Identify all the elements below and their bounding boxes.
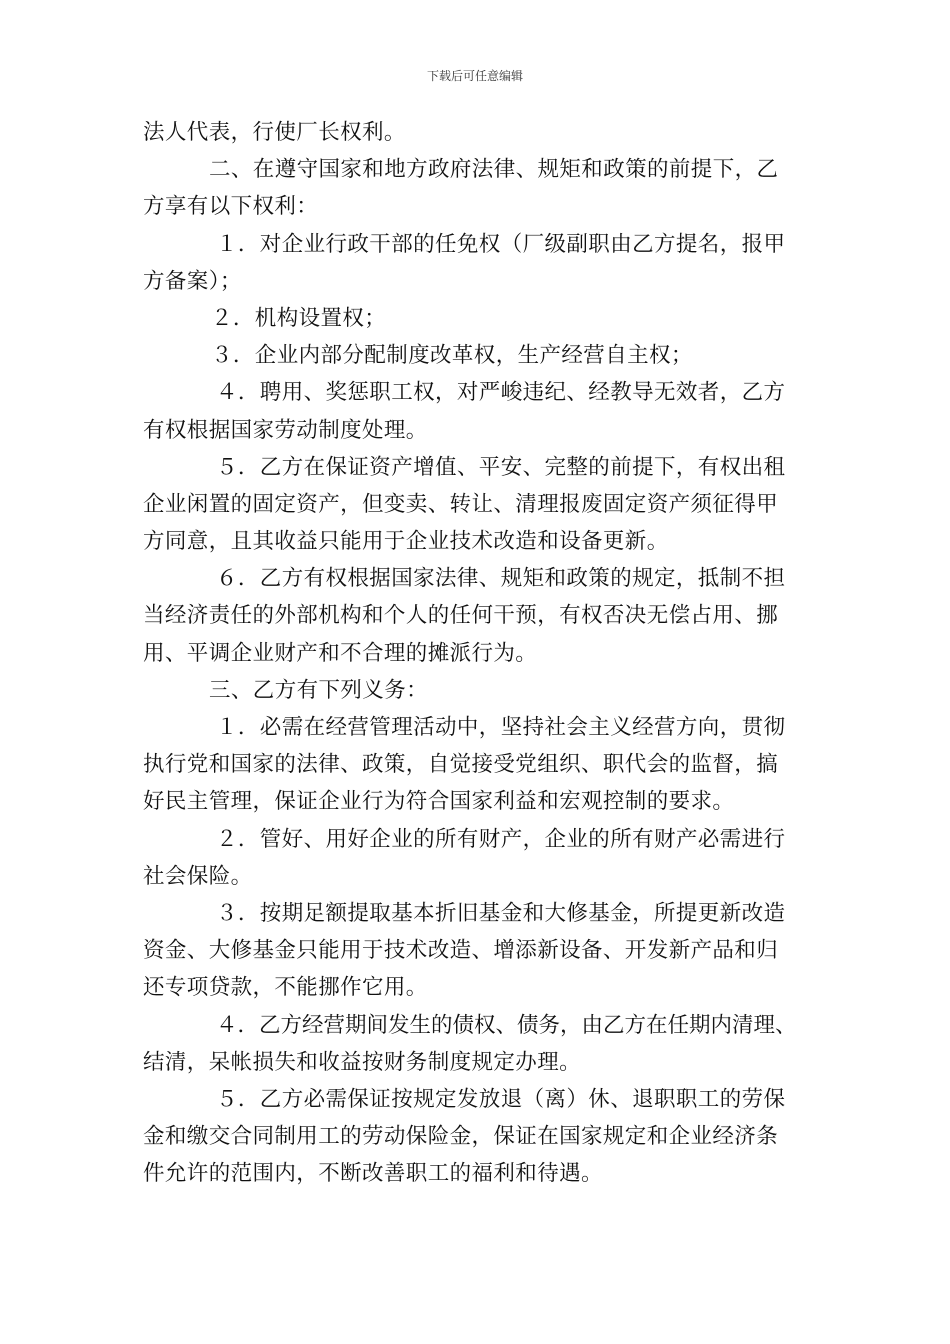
text-line: 当经济责任的外部机构和个人的任何干预，有权否决无偿占用、挪 <box>143 603 779 629</box>
list-item-rights-1: １．对企业行政干部的任免权（厂级副职由乙方提名，报甲 <box>216 231 786 257</box>
text-line: 执行党和国家的法律、政策，自觉接受党组织、职代会的监督，搞 <box>143 752 779 778</box>
text-line: 还专项贷款，不能挪作它用。 <box>143 975 428 1001</box>
section-heading-rights: 二、在遵守国家和地方政府法律、规矩和政策的前提下，乙 <box>209 157 779 183</box>
text-line: 用、平调企业财产和不合理的摊派行为。 <box>143 640 538 666</box>
text-line: 结清，呆帐损失和收益按财务制度规定办理。 <box>143 1049 582 1075</box>
list-item-rights-5: ５．乙方在保证资产增值、平安、完整的前提下，有权出租 <box>216 454 786 480</box>
list-item-rights-4: ４．聘用、奖惩职工权，对严峻违纪、经教导无效者，乙方 <box>216 380 786 406</box>
text-line: 件允许的范围内，不断改善职工的福利和待遇。 <box>143 1161 603 1187</box>
text-line: 社会保险。 <box>143 863 253 889</box>
text-line: 法人代表，行使厂长权利。 <box>143 120 406 145</box>
text-line: 方同意，且其收益只能用于企业技术改造和设备更新。 <box>143 529 669 555</box>
text-line: 方享有以下权利： <box>143 194 319 220</box>
text-line: 方备案）； <box>143 268 242 294</box>
text-line: 金和缴交合同制用工的劳动保险金，保证在国家规定和企业经济条 <box>143 1124 779 1150</box>
text-line: 资金、大修基金只能用于技术改造、增添新设备、开发新产品和归 <box>143 938 779 964</box>
list-item-duties-5: ５．乙方必需保证按规定发放退（离）休、退职职工的劳保 <box>216 1086 786 1112</box>
page-header-note: 下载后可任意编辑 <box>426 69 523 83</box>
text-line: 企业闲置的固定资产，但变卖、转让、清理报废固定资产须征得甲 <box>143 491 779 517</box>
list-item-rights-6: ６．乙方有权根据国家法律、规矩和政策的规定，抵制不担 <box>216 566 786 592</box>
section-heading-duties: 三、乙方有下列义务： <box>209 677 429 703</box>
text-line: 有权根据国家劳动制度处理。 <box>143 417 428 443</box>
list-item-duties-2: ２．管好、用好企业的所有财产，企业的所有财产必需进行 <box>216 826 786 852</box>
list-item-rights-2: ２．机构设置权； <box>211 305 387 331</box>
list-item-rights-3: ３．企业内部分配制度改革权，生产经营自主权； <box>211 343 693 369</box>
list-item-duties-4: ４．乙方经营期间发生的债权、债务，由乙方在任期内清理、 <box>216 1012 797 1038</box>
document-body <box>143 114 823 1192</box>
text-line: 好民主管理，保证企业行为符合国家利益和宏观控制的要求。 <box>143 789 735 815</box>
list-item-duties-1: １．必需在经营管理活动中，坚持社会主义经营方向，贯彻 <box>216 715 786 740</box>
list-item-duties-3: ３．按期足额提取基本折旧基金和大修基金，所提更新改造 <box>216 900 786 926</box>
